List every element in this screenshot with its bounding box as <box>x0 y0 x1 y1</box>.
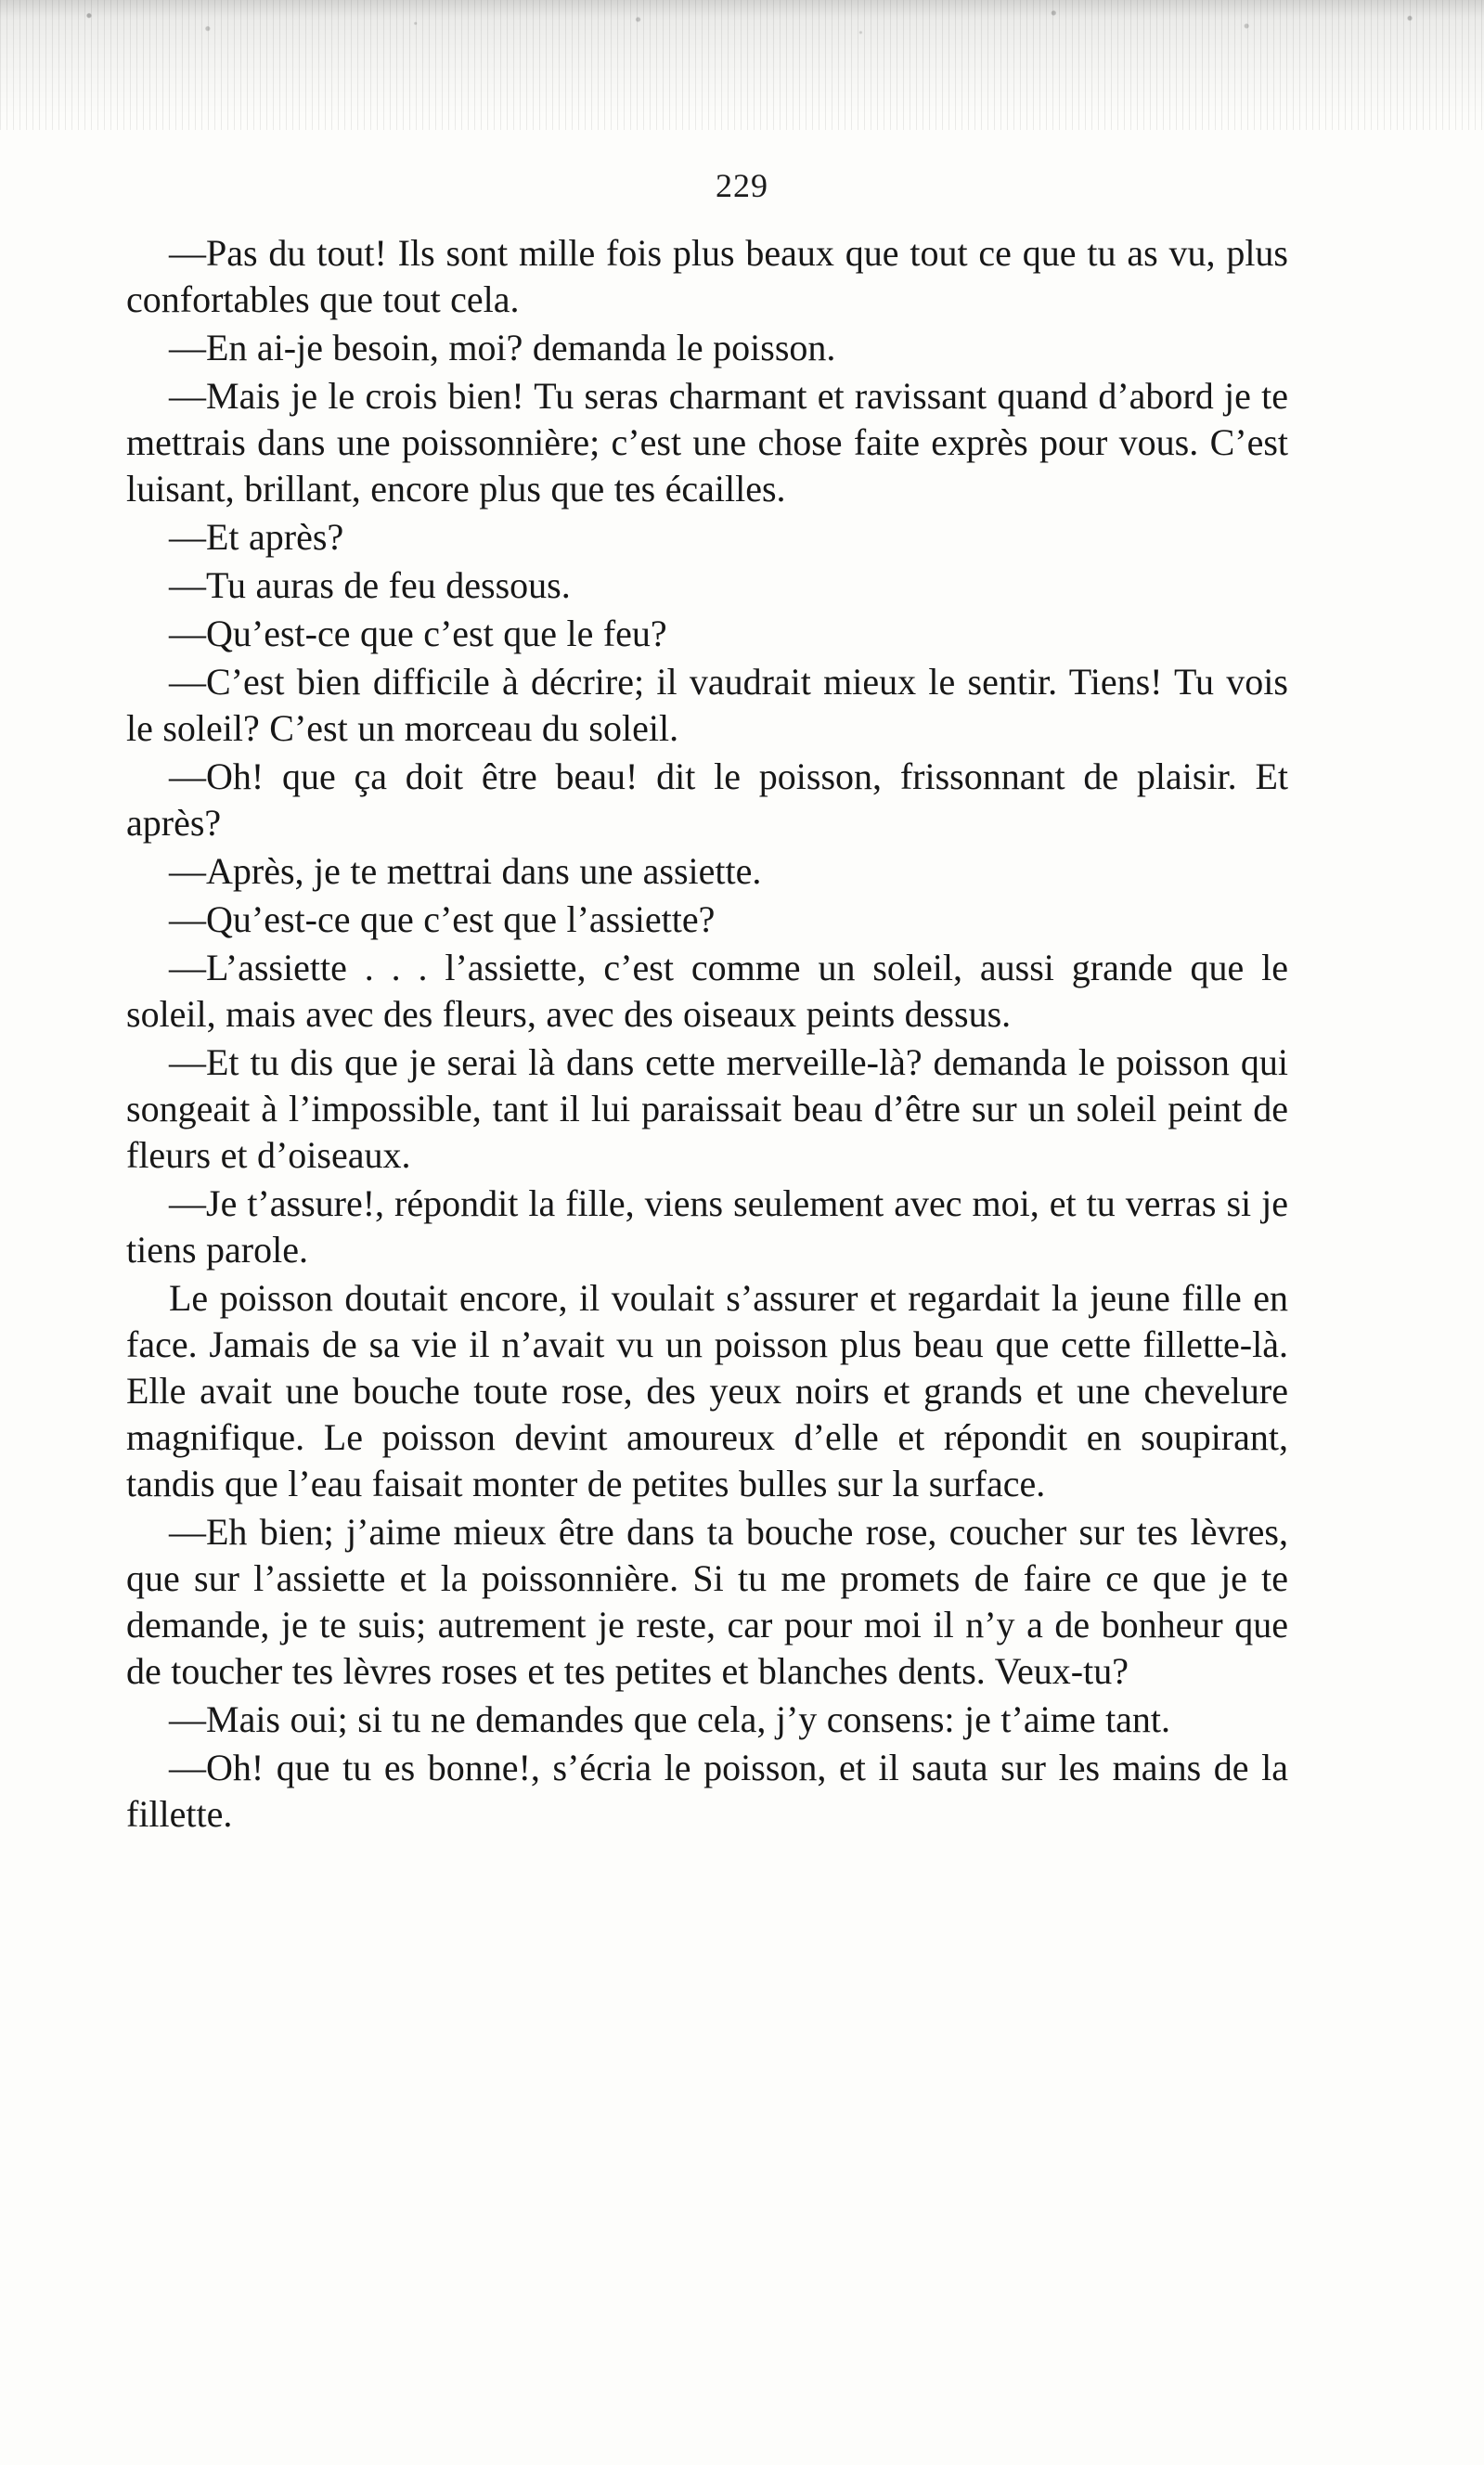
paragraph-12: —Et tu dis que je serai là dans cette merveille-là? demanda le poisson qui songeait à l’impossible, tant il lui paraissait beau d’être sur un soleil peint de fleurs et d’oiseaux. <box>126 1041 1288 1176</box>
paragraph-8: —Oh! que ça doit être beau! dit le poisson, frissonnant de plaisir. Et après? <box>126 755 1288 844</box>
page-number: 229 <box>716 167 768 204</box>
scan-noise-overlay <box>0 0 1484 130</box>
paragraph-3: —Mais je le crois bien! Tu seras charmant et ravissant quand d’abord je te mettrais dans une poissonnière; c’est une chose faite exprès pour vous. C’est luisant, brillant, encore plus que tes écailles. <box>126 375 1288 510</box>
paragraph-6: —Qu’est-ce que c’est que le feu? <box>169 613 667 654</box>
page-text <box>126 230 1288 1838</box>
paragraph-9: —Après, je te mettrai dans une assiette. <box>169 850 762 892</box>
paragraph-5: —Tu auras de feu dessous. <box>169 564 571 606</box>
paragraph-1: —Pas du tout! Ils sont mille fois plus beaux que tout ce que tu as vu, plus confortables que tout cela. <box>126 232 1288 320</box>
paragraph-16: —Mais oui; si tu ne demandes que cela, j’y consens: je t’aime tant. <box>169 1698 1171 1740</box>
paragraph-10: —Qu’est-ce que c’est que l’assiette? <box>169 898 716 940</box>
paragraph-7: —C’est bien difficile à décrire; il vaudrait mieux le sentir. Tiens! Tu vois le soleil? C’est un morceau du soleil. <box>126 661 1288 749</box>
paragraph-14: Le poisson doutait encore, il voulait s’assurer et regardait la jeune fille en face. Jamais de sa vie il n’avait vu un poisson plus beau que cette fillette-là. Elle avait une bouche toute rose, des yeux noirs et grands et une chevelure magnifique. Le poisson devint amoureux d’elle et répondit en soupirant, tandis que l’eau faisait monter de petites bulles sur la surface. <box>126 1277 1288 1504</box>
paragraph-2: —En ai-je besoin, moi? demanda le poisson. <box>169 327 836 368</box>
paragraph-4: —Et après? <box>169 516 344 558</box>
paragraph-13: —Je t’assure!, répondit la fille, viens seulement avec moi, et tu verras si je tiens parole. <box>126 1182 1288 1271</box>
paragraph-17: —Oh! que tu es bonne!, s’écria le poisson, et il sauta sur les mains de la fillette. <box>126 1747 1288 1835</box>
paragraph-15: —Eh bien; j’aime mieux être dans ta bouche rose, coucher sur tes lèvres, que sur l’assiette et la poissonnière. Si tu me promets de faire ce que je te demande, je te suis; autrement je reste, car pour moi il n’y a de bonheur que de toucher tes lèvres roses et tes petites et blanches dents. Veux-tu? <box>126 1511 1288 1692</box>
paragraph-11: —L’assiette . . . l’assiette, c’est comme un soleil, aussi grande que le soleil, mais avec des fleurs, avec des oiseaux peints dessus. <box>126 947 1288 1035</box>
